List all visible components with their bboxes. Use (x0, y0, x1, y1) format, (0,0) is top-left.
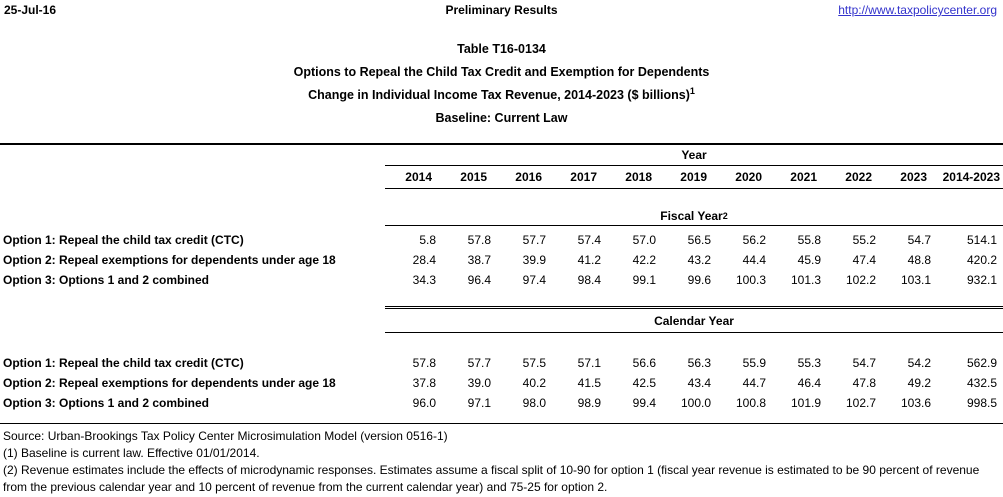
top-header-bar (0, 0, 1003, 18)
cell: 39.9 (522, 253, 546, 267)
row-label-option2: Option 2: Repeal exemptions for dependents under age 18 (3, 376, 336, 390)
calendar-year-section-header (385, 306, 1003, 333)
cell: 98.9 (577, 396, 601, 410)
row-label-option3: Option 3: Options 1 and 2 combined (3, 273, 210, 287)
cell: 48.8 (907, 253, 931, 267)
calendar-year-label: Calendar Year (654, 313, 734, 328)
column-header-2016: 2016 (515, 170, 542, 184)
cell: 56.6 (632, 356, 656, 370)
year-group-header-row (0, 145, 1003, 166)
year-group-label: Year (681, 148, 707, 162)
column-header-2020: 2020 (735, 170, 762, 184)
cell: 57.8 (412, 356, 436, 370)
cell: 42.5 (632, 376, 656, 390)
cell: 57.0 (632, 233, 656, 247)
cell: 98.4 (577, 273, 601, 287)
cell: 55.3 (797, 356, 821, 370)
fiscal-year-section-header-row (0, 206, 1003, 226)
cell-total: 562.9 (966, 356, 997, 370)
year-group-header (385, 145, 1003, 166)
column-header-total: 2014-2023 (942, 170, 1000, 184)
column-header-2019: 2019 (680, 170, 707, 184)
cell: 98.0 (522, 396, 546, 410)
column-header-2023: 2023 (900, 170, 927, 184)
footnote-2: (2) Revenue estimates include the effects of microdynamic responses. Estimates assume a fiscal split of 10-90 for option 1 (fiscal year revenue is estimated to be 90 percent of revenue from the previous calendar year and 10 percent of revenue from the current calendar year) and 75-25 for option 2. (3, 463, 980, 494)
cell: 49.2 (907, 376, 931, 390)
cell: 28.4 (412, 253, 436, 267)
cell: 97.1 (467, 396, 491, 410)
cell: 34.3 (412, 273, 436, 287)
cell: 57.4 (577, 233, 601, 247)
column-header-row (0, 166, 1003, 189)
cell: 57.8 (467, 233, 491, 247)
subtitle-footnote-marker: 1 (689, 85, 695, 96)
subtitle-text: Change in Individual Income Tax Revenue, 2014-2023 ($ billions) (308, 88, 690, 102)
cell: 37.8 (412, 376, 436, 390)
table-subtitle (0, 84, 1003, 107)
cell: 102.2 (845, 273, 876, 287)
cell: 57.7 (467, 356, 491, 370)
cell: 43.2 (687, 253, 711, 267)
footnotes (0, 428, 1003, 496)
baseline-title: Baseline: Current Law (435, 111, 568, 125)
cell: 103.1 (900, 273, 931, 287)
cell: 101.9 (790, 396, 821, 410)
empty-label-cell (0, 166, 385, 189)
cell: 54.7 (852, 356, 876, 370)
cell: 56.5 (687, 233, 711, 247)
column-header-2022: 2022 (845, 170, 872, 184)
table-row (0, 270, 1003, 290)
footnote-1: (1) Baseline is current law. Effective 01/01/2014. (3, 446, 260, 460)
cell: 99.6 (687, 273, 711, 287)
cell: 39.0 (467, 376, 491, 390)
cell: 57.1 (577, 356, 601, 370)
cell: 103.6 (900, 396, 931, 410)
cell: 57.5 (522, 356, 546, 370)
taxpolicycenter-link[interactable]: http://www.taxpolicycenter.org (838, 3, 997, 17)
report-date: 25-Jul-16 (4, 3, 57, 17)
cell: 54.7 (907, 233, 931, 247)
cell: 46.4 (797, 376, 821, 390)
cell: 96.0 (412, 396, 436, 410)
cell: 45.9 (797, 253, 821, 267)
cell-total: 998.5 (966, 396, 997, 410)
cell-total: 420.2 (966, 253, 997, 267)
fiscal-year-section-header: Fiscal Year 2 (385, 206, 1003, 226)
column-header-2018: 2018 (625, 170, 652, 184)
column-header-2017: 2017 (570, 170, 597, 184)
cell: 43.4 (687, 376, 711, 390)
empty-label-cell (0, 306, 385, 333)
empty-label-cell (0, 206, 385, 226)
row-label-option3: Option 3: Options 1 and 2 combined (3, 396, 210, 410)
cell: 57.7 (522, 233, 546, 247)
cell: 5.8 (419, 233, 436, 247)
title-block (0, 38, 1003, 130)
cell: 99.1 (632, 273, 656, 287)
calendar-year-section-header-row (0, 306, 1003, 333)
cell-total: 932.1 (966, 273, 997, 287)
column-header-2015: 2015 (460, 170, 487, 184)
cell-total: 514.1 (966, 233, 997, 247)
empty-label-cell (0, 145, 385, 166)
table-row (0, 250, 1003, 270)
row-label-option1: Option 1: Repeal the child tax credit (CTC) (3, 233, 244, 247)
cell: 47.8 (852, 376, 876, 390)
table-row (0, 393, 1003, 413)
row-label-option2: Option 2: Repeal exemptions for dependents under age 18 (3, 253, 336, 267)
table-number-title: Table T16-0134 (457, 42, 546, 56)
table-bottom-rule (0, 423, 1003, 424)
table-title: Options to Repeal the Child Tax Credit and Exemption for Dependents (293, 65, 710, 79)
cell: 100.3 (735, 273, 766, 287)
cell: 38.7 (467, 253, 491, 267)
cell: 41.5 (577, 376, 601, 390)
column-header-2014: 2014 (405, 170, 432, 184)
cell: 42.2 (632, 253, 656, 267)
preliminary-results-label: Preliminary Results (445, 3, 558, 17)
table-row (0, 230, 1003, 250)
cell: 96.4 (467, 273, 491, 287)
cell: 55.8 (797, 233, 821, 247)
row-label-option1: Option 1: Repeal the child tax credit (CTC) (3, 356, 244, 370)
table-row (0, 353, 1003, 373)
cell: 101.3 (790, 273, 821, 287)
cell: 44.4 (742, 253, 766, 267)
cell: 55.9 (742, 356, 766, 370)
cell: 100.8 (735, 396, 766, 410)
cell: 99.4 (632, 396, 656, 410)
cell: 47.4 (852, 253, 876, 267)
fiscal-year-label: Fiscal Year (660, 208, 723, 223)
source-note: Source: Urban-Brookings Tax Policy Center Microsimulation Model (version 0516-1) (3, 429, 448, 443)
cell: 41.2 (577, 253, 601, 267)
cell: 102.7 (845, 396, 876, 410)
cell: 56.3 (687, 356, 711, 370)
cell: 55.2 (852, 233, 876, 247)
cell: 40.2 (522, 376, 546, 390)
cell: 100.0 (680, 396, 711, 410)
table-row (0, 373, 1003, 393)
cell-total: 432.5 (966, 376, 997, 390)
cell: 44.7 (742, 376, 766, 390)
column-header-2021: 2021 (790, 170, 817, 184)
cell: 56.2 (742, 233, 766, 247)
cell: 97.4 (522, 273, 546, 287)
cell: 54.2 (907, 356, 931, 370)
